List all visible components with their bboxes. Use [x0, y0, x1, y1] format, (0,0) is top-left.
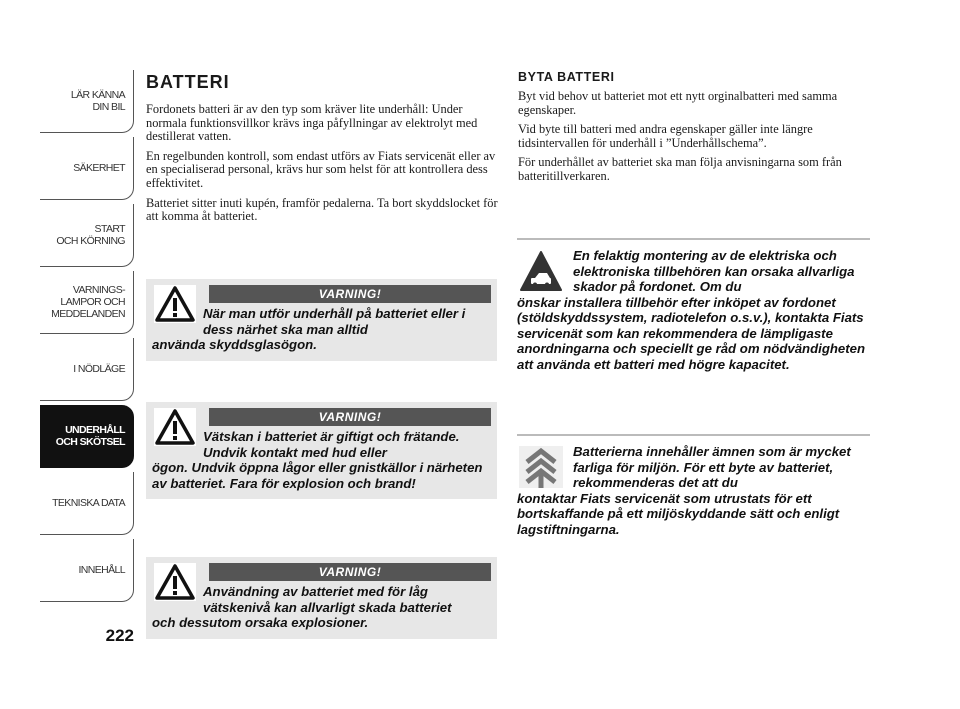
warning-header: VARNING! — [209, 285, 491, 303]
note-vehicle — [517, 238, 870, 372]
note-text — [517, 444, 870, 537]
tab-label: OCH SKÖTSEL — [55, 436, 125, 448]
tab-sakerhet[interactable] — [40, 137, 134, 200]
paragraph: Byt vid behov ut batteriet mot ett nytt orginalbatteri med samma egenskaper. — [518, 89, 838, 117]
paragraph: För underhållet av batteriet ska man följa anvisningarna som från batteritillverkaren. — [518, 155, 842, 183]
battery-section — [146, 68, 498, 230]
replace-battery-section — [518, 70, 870, 190]
tab-innehall[interactable] — [40, 539, 134, 602]
warning-lead: När man utför underhåll på batteriet eller i dess närhet ska man alltid — [203, 306, 466, 337]
paragraph: Batteriet sitter inuti kupén, framför pedalerna. Ta bort skyddslocket för att komma åt batteriet. — [146, 195, 498, 224]
warning-rest: använda skyddsglasögon. — [152, 337, 317, 352]
tab-label: OCH KÖRNING — [56, 235, 125, 247]
section-subtitle: BYTA BATTERI — [518, 70, 615, 84]
tab-label: MEDDELANDEN — [51, 308, 125, 320]
note-lead: En felaktig montering av de elektriska och elektroniska tillbehören kan orsaka allvarliga skador på fordonet. Om du — [573, 248, 855, 294]
note-rest: kontaktar Fiats servicenät som utrustats för ett bortskaffande på ett miljöskyddande sätt och enligt lagstiftningarna. — [517, 490, 840, 537]
tab-label: LAMPOR OCH — [60, 296, 125, 308]
vehicle-warning-icon — [519, 250, 563, 292]
warning-rest: ögon. Undvik öppna lågor eller gnistkällor i närheten av batteriet. Fara för explosion och brand! — [152, 460, 483, 491]
warning-text — [152, 429, 491, 491]
warning-box — [146, 557, 497, 639]
page-number: 222 — [105, 626, 134, 645]
warning-header: VARNING! — [209, 563, 491, 581]
warning-lead: Vätskan i batteriet är giftigt och frätande. Undvik kontakt med hud eller — [203, 429, 460, 460]
tab-label: I NÖDLÄGE — [73, 363, 125, 375]
tab-label: START — [94, 223, 125, 235]
tab-label: SÄKERHET — [73, 162, 125, 174]
warning-triangle-icon — [154, 563, 196, 601]
tab-i-nodlage[interactable] — [40, 338, 134, 401]
warning-box — [146, 279, 497, 361]
tab-label: VARNINGS- — [72, 284, 125, 296]
tab-label: TEKNISKA DATA — [52, 497, 125, 509]
tab-lar-kanna-din-bil[interactable] — [40, 70, 134, 133]
note-lead: Batterierna innehåller ämnen som är mycket farliga för miljön. För ett byte av batteriet, rekommenderas det att du — [573, 444, 851, 490]
section-title: BATTERI — [146, 72, 230, 92]
paragraph: Vid byte till batteri med andra egenskaper gäller inte längre tidsintervallen för underhåll i ”Underhållschema”. — [518, 122, 813, 150]
environment-icon — [519, 446, 563, 488]
warning-text — [152, 306, 491, 353]
tab-underhall-och-skotsel[interactable] — [40, 405, 134, 468]
warning-rest: och dessutom orsaka explosioner. — [152, 615, 369, 630]
tab-label: INNEHÅLL — [78, 564, 125, 576]
warning-box — [146, 402, 497, 499]
note-rest: önskar installera tillbehör efter inköpet av fordonet (stöldskyddssystem, radiotelefon o.s.v.), kontakta Fiats servicenät som kan rekommendera de lämpligaste anordningarna och speciellt ge råd om nödvändigheten att använda ett batteri med högre kapacitet. — [517, 294, 866, 372]
chapter-tabs — [40, 70, 134, 606]
paragraph: Fordonets batteri är av den typ som kräver lite underhåll: Under normala funktionsvillkor krävs inga påfyllningar av elektrolyt med destillerat vatten. — [146, 102, 478, 144]
warning-header: VARNING! — [209, 408, 491, 426]
warning-lead: Användning av batteriet med för låg vätskenivå kan allvarligt skada batteriet — [203, 584, 452, 615]
note-text — [517, 248, 870, 372]
tab-start-och-korning[interactable] — [40, 204, 134, 267]
tab-varningslampor[interactable] — [40, 271, 134, 334]
tab-tekniska-data[interactable] — [40, 472, 134, 535]
warning-text — [152, 584, 491, 631]
tab-label: DIN BIL — [92, 101, 125, 113]
warning-triangle-icon — [154, 285, 196, 323]
note-environment — [517, 434, 870, 537]
warning-triangle-icon — [154, 408, 196, 446]
paragraph: En regelbunden kontroll, som endast utförs av Fiats servicenät eller av en specialiserad personal, krävs hur som helst för att kontrollera dess effektivitet. — [146, 148, 496, 190]
tab-label: LÄR KÄNNA — [70, 89, 125, 101]
tab-label: UNDERHÅLL — [65, 424, 125, 436]
